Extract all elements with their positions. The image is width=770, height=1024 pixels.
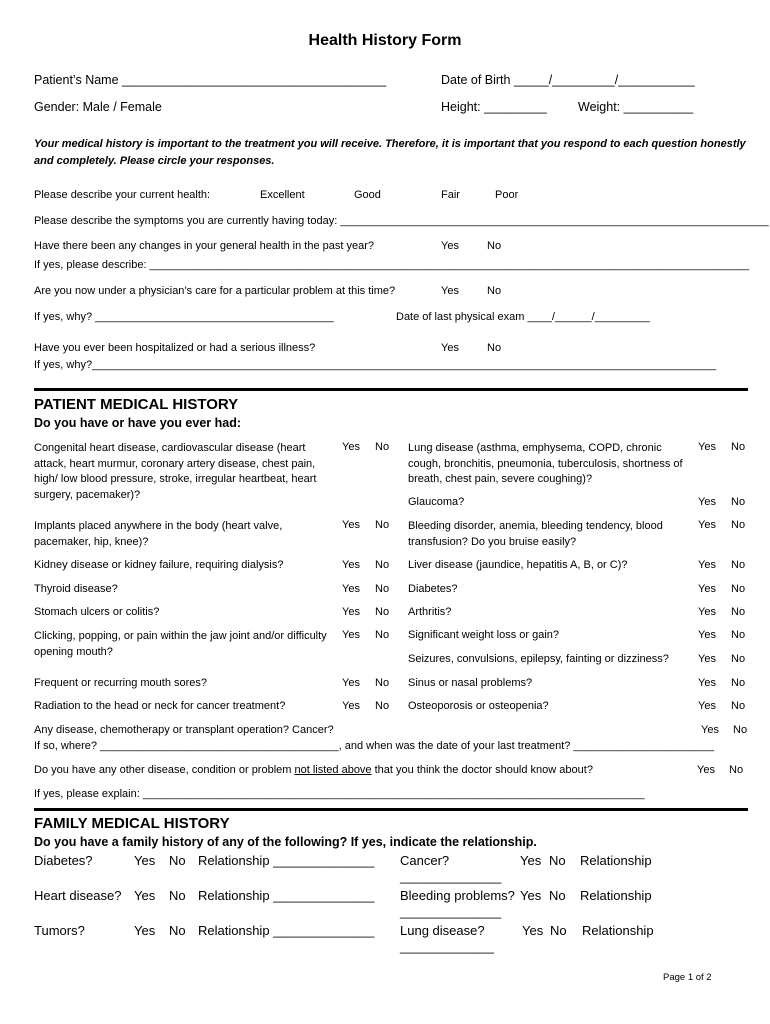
chemo-yes[interactable]: Yes <box>701 724 719 736</box>
pmh-right-no[interactable]: No <box>731 629 746 641</box>
health-changes-question: Have there been any changes in your general health in the past year? <box>34 240 375 252</box>
pmh-right-yes[interactable]: Yes <box>698 653 716 665</box>
family-lung-disease-no[interactable]: No <box>550 923 567 938</box>
chemo-question: Any disease, chemotherapy or transplant operation? Cancer? <box>34 724 334 736</box>
health-excellent-option[interactable]: Excellent <box>260 189 305 201</box>
family-bleeding-yes[interactable]: Yes <box>520 888 542 903</box>
hospitalized-why-field[interactable]: If yes, why?______________________________________________________________________________________________________ <box>34 359 717 371</box>
pmh-right-yes[interactable]: Yes <box>698 519 716 531</box>
pmh-left-no[interactable]: No <box>375 441 390 453</box>
family-tumors-label: Tumors? <box>34 923 85 938</box>
health-changes-describe-field[interactable]: If yes, please describe: __________________________________________________________________________________________________ <box>34 259 750 271</box>
family-tumors-relationship-field[interactable]: Relationship ______________ <box>198 923 375 938</box>
form-title: Health History Form <box>308 32 462 49</box>
pmh-right-item: Lung disease (asthma, emphysema, COPD, chronic cough, bronchitis, pneumonia, tuberculosis, shortness of breath, chest pain, severe coughing)? <box>408 442 683 485</box>
other-disease-text-pre: Do you have any other disease, condition or problem <box>34 764 295 776</box>
family-cancer-label: Cancer? <box>400 853 450 868</box>
pmh-left-no[interactable]: No <box>375 629 390 641</box>
family-bleeding-relationship-label: Relationship <box>580 888 652 903</box>
family-cancer-relationship-label: Relationship <box>580 853 652 868</box>
chemo-where-field[interactable]: If so, where? _______________________________________, and when was the date of your last treatment? _______________________ <box>34 740 715 752</box>
pmh-right-no[interactable]: No <box>731 519 746 531</box>
page-number: Page 1 of 2 <box>663 972 712 983</box>
hospitalized-no[interactable]: No <box>487 342 502 354</box>
family-lung-disease-label: Lung disease? <box>400 923 485 938</box>
pmh-right-no[interactable]: No <box>731 677 746 689</box>
pmh-left-item: Implants placed anywhere in the body (heart valve, pacemaker, hip, knee)? <box>34 520 283 548</box>
pmh-right-yes[interactable]: Yes <box>698 677 716 689</box>
last-physical-exam-field[interactable]: Date of last physical exam ____/______/_________ <box>396 311 650 323</box>
physician-why-field[interactable]: If yes, why? _______________________________________ <box>34 311 334 323</box>
pmh-left-no[interactable]: No <box>375 606 390 618</box>
patient-medical-history-heading: PATIENT MEDICAL HISTORY <box>34 396 239 413</box>
family-tumors-no[interactable]: No <box>169 923 186 938</box>
pmh-right-item: Osteoporosis or osteopenia? <box>408 700 549 712</box>
health-poor-option[interactable]: Poor <box>495 189 519 201</box>
pmh-left-no[interactable]: No <box>375 700 390 712</box>
weight-field[interactable]: Weight: __________ <box>578 100 694 114</box>
family-bleeding-relationship-field[interactable]: ______________ <box>400 904 502 919</box>
family-tumors-yes[interactable]: Yes <box>134 923 156 938</box>
pmh-left-item: Thyroid disease? <box>34 583 118 595</box>
pmh-right-yes[interactable]: Yes <box>698 629 716 641</box>
gender-field[interactable]: Gender: Male / Female <box>34 100 162 114</box>
pmh-right-item: Sinus or nasal problems? <box>408 677 533 689</box>
family-diabetes-relationship-field[interactable]: Relationship ______________ <box>198 853 375 868</box>
physician-care-yes[interactable]: Yes <box>441 285 459 297</box>
symptoms-field[interactable]: Please describe the symptoms you are currently having today: ______________________________________________________________________ <box>34 215 769 227</box>
family-lung-disease-relationship-label: Relationship <box>582 923 654 938</box>
family-bleeding-no[interactable]: No <box>549 888 566 903</box>
family-heart-disease-relationship-field[interactable]: Relationship ______________ <box>198 888 375 903</box>
other-disease-text-post: that you think the doctor should know about? <box>371 764 593 776</box>
family-heart-disease-no[interactable]: No <box>169 888 186 903</box>
other-disease-question <box>34 764 593 776</box>
pmh-left-item: Kidney disease or kidney failure, requiring dialysis? <box>34 559 284 571</box>
family-medical-history-subheading: Do you have a family history of any of the following? If yes, indicate the relationship. <box>34 835 537 849</box>
pmh-left-yes[interactable]: Yes <box>342 629 360 641</box>
pmh-right-no[interactable]: No <box>731 441 746 453</box>
family-heart-disease-label: Heart disease? <box>34 888 122 903</box>
pmh-right-item: Diabetes? <box>408 583 458 595</box>
pmh-left-yes[interactable]: Yes <box>342 677 360 689</box>
pmh-right-item: Bleeding disorder, anemia, bleeding tendency, blood transfusion? Do you bruise easily? <box>408 520 663 548</box>
pmh-left-yes[interactable]: Yes <box>342 559 360 571</box>
pmh-left-item: Clicking, popping, or pain within the jaw joint and/or difficulty opening mouth? <box>34 630 327 658</box>
pmh-left-yes[interactable]: Yes <box>342 441 360 453</box>
family-bleeding-label: Bleeding problems? <box>400 888 515 903</box>
pmh-left-yes[interactable]: Yes <box>342 606 360 618</box>
pmh-right-no[interactable]: No <box>731 496 746 508</box>
pmh-right-yes[interactable]: Yes <box>698 606 716 618</box>
pmh-right-no[interactable]: No <box>731 583 746 595</box>
intro-text: Your medical history is important to the treatment you will receive. Therefore, it is important that you respond to each question honestly and completely. Please circle your responses. <box>34 138 746 167</box>
date-of-birth-field[interactable]: Date of Birth _____/_________/___________ <box>441 73 695 87</box>
family-lung-disease-relationship-field[interactable]: _____________ <box>400 939 494 954</box>
patient-name-field[interactable]: Patient’s Name ______________________________________ <box>34 73 387 87</box>
pmh-right-item: Seizures, convulsions, epilepsy, fainting or dizziness? <box>408 653 669 665</box>
pmh-right-item: Arthritis? <box>408 606 452 618</box>
pmh-left-no[interactable]: No <box>375 559 390 571</box>
family-cancer-no[interactable]: No <box>549 853 566 868</box>
health-changes-no[interactable]: No <box>487 240 502 252</box>
physician-care-question: Are you now under a physician’s care for a particular problem at this time? <box>34 285 396 297</box>
family-cancer-relationship-field[interactable]: ______________ <box>400 869 502 884</box>
patient-medical-history-subheading: Do you have or have you ever had: <box>34 416 242 430</box>
pmh-left-item: Radiation to the head or neck for cancer treatment? <box>34 700 286 712</box>
family-medical-history-heading: FAMILY MEDICAL HISTORY <box>34 815 230 832</box>
pmh-left-yes[interactable]: Yes <box>342 519 360 531</box>
pmh-left-yes[interactable]: Yes <box>342 583 360 595</box>
pmh-right-no[interactable]: No <box>731 606 746 618</box>
current-health-question: Please describe your current health: <box>34 189 211 201</box>
pmh-right-item: Glaucoma? <box>408 496 465 508</box>
pmh-right-no[interactable]: No <box>731 653 746 665</box>
pmh-right-item: Significant weight loss or gain? <box>408 629 560 641</box>
pmh-right-no[interactable]: No <box>731 559 746 571</box>
health-good-option[interactable]: Good <box>354 189 381 201</box>
health-changes-yes[interactable]: Yes <box>441 240 459 252</box>
family-lung-disease-yes[interactable]: Yes <box>522 923 544 938</box>
pmh-left-no[interactable]: No <box>375 519 390 531</box>
hospitalized-yes[interactable]: Yes <box>441 342 459 354</box>
pmh-right-no[interactable]: No <box>731 700 746 712</box>
pmh-left-item: Congenital heart disease, cardiovascular disease (heart attack, heart murmur, coronary artery disease, chest pain, high/ low blood pressure, stroke, irregular heartbeat, heart surgery, pacemaker)? <box>34 442 317 501</box>
other-disease-underlined: not listed above <box>294 764 372 776</box>
family-cancer-yes[interactable]: Yes <box>520 853 542 868</box>
pmh-right-yes[interactable]: Yes <box>698 559 716 571</box>
pmh-right-item: Liver disease (jaundice, hepatitis A, B, or C)? <box>408 559 628 571</box>
chemo-no[interactable]: No <box>733 724 748 736</box>
family-heart-disease-yes[interactable]: Yes <box>134 888 156 903</box>
pmh-left-yes[interactable]: Yes <box>342 700 360 712</box>
height-field[interactable]: Height: _________ <box>441 100 547 114</box>
hospitalized-question: Have you ever been hospitalized or had a serious illness? <box>34 342 316 354</box>
section-divider <box>34 808 748 811</box>
pmh-left-item: Frequent or recurring mouth sores? <box>34 677 208 689</box>
pmh-right-yes[interactable]: Yes <box>698 700 716 712</box>
other-disease-no[interactable]: No <box>729 764 744 776</box>
section-divider <box>34 388 748 391</box>
pmh-left-no[interactable]: No <box>375 583 390 595</box>
pmh-right-yes[interactable]: Yes <box>698 583 716 595</box>
physician-care-no[interactable]: No <box>487 285 502 297</box>
pmh-left-item: Stomach ulcers or colitis? <box>34 606 160 618</box>
pmh-right-yes[interactable]: Yes <box>698 496 716 508</box>
pmh-left-no[interactable]: No <box>375 677 390 689</box>
pmh-right-yes[interactable]: Yes <box>698 441 716 453</box>
other-disease-explain-field[interactable]: If yes, please explain: __________________________________________________________________________________ <box>34 788 645 800</box>
health-fair-option[interactable]: Fair <box>441 189 460 201</box>
other-disease-yes[interactable]: Yes <box>697 764 715 776</box>
family-diabetes-no[interactable]: No <box>169 853 186 868</box>
family-diabetes-label: Diabetes? <box>34 853 93 868</box>
family-diabetes-yes[interactable]: Yes <box>134 853 156 868</box>
